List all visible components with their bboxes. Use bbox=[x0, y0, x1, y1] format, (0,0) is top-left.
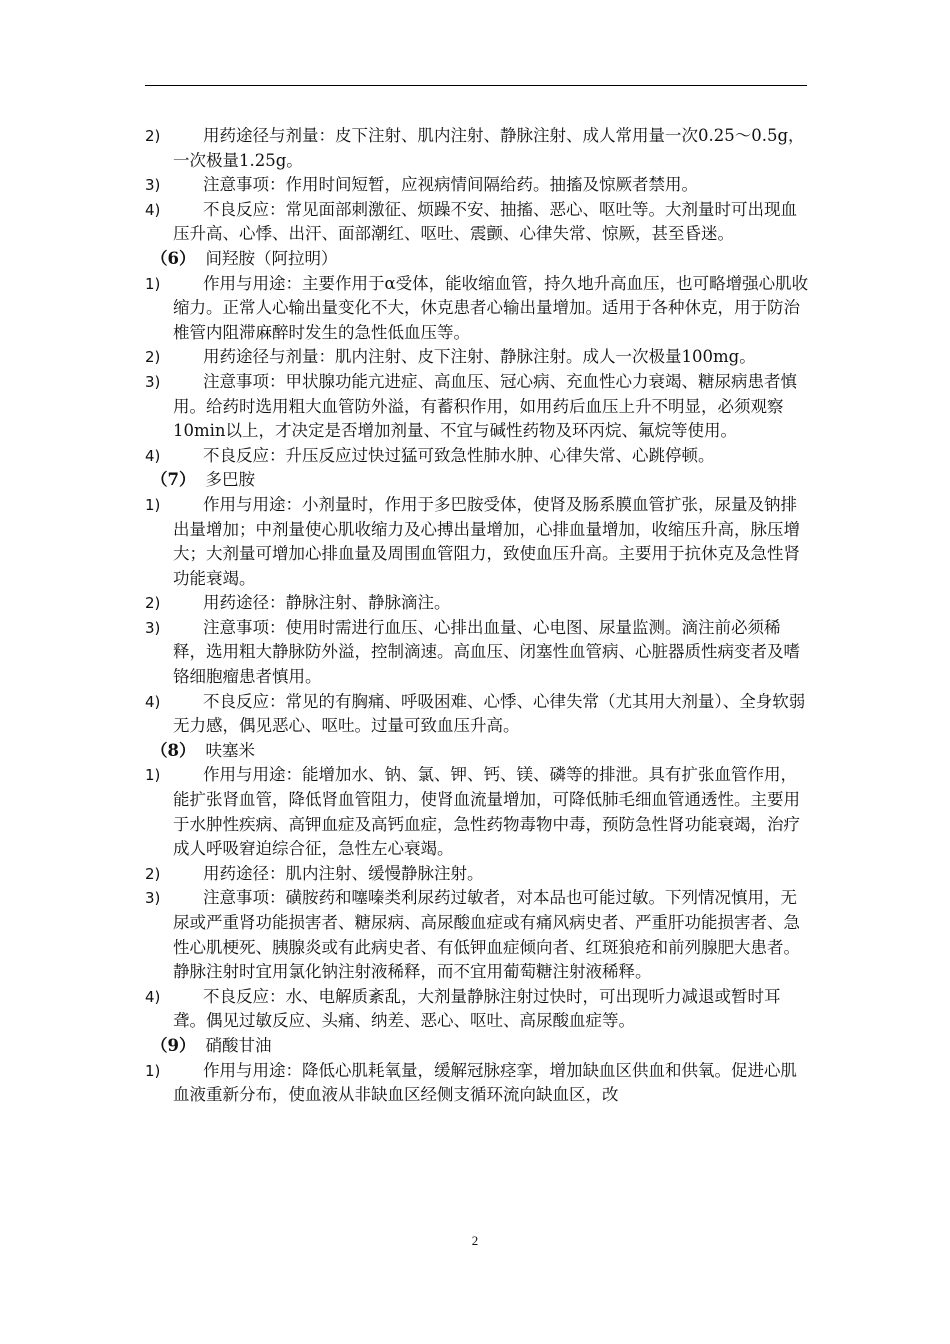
section-heading bbox=[145, 739, 810, 764]
list-item bbox=[145, 272, 810, 346]
section-number: （9） bbox=[151, 1035, 196, 1055]
section-heading bbox=[145, 468, 810, 493]
item-text: 作用与用途：降低心肌耗氧量，缓解冠脉痉挛，增加缺血区供血和供氧。促进心肌血液重新分布，使血液从非缺血区经侧支循环流向缺血区，改 bbox=[173, 1060, 797, 1105]
section-number: （6） bbox=[151, 248, 196, 268]
item-number: 4) bbox=[145, 987, 161, 1006]
list-item bbox=[145, 345, 810, 370]
item-number: 3) bbox=[145, 372, 161, 391]
item-number: 2) bbox=[145, 348, 161, 367]
item-number: 3) bbox=[145, 176, 161, 195]
item-number: 1) bbox=[145, 495, 161, 514]
item-text: 不良反应：水、电解质紊乱，大剂量静脉注射过快时，可出现听力减退或暂时耳聋。偶见过敏反应、头痛、纳差、恶心、呕吐、高尿酸血症等。 bbox=[173, 986, 781, 1031]
item-number: 4) bbox=[145, 446, 161, 465]
section-title: 呋塞米 bbox=[205, 740, 255, 760]
list-item bbox=[145, 198, 810, 247]
item-text: 注意事项：使用时需进行血压、心排出血量、心电图、尿量监测。滴注前必须稀释，选用粗大静脉防外溢，控制滴速。高血压、闭塞性血管病、心脏器质性病变者及嗜铬细胞瘤患者慎用。 bbox=[173, 617, 800, 687]
item-number: 4) bbox=[145, 200, 161, 219]
item-text: 作用与用途：主要作用于α受体，能收缩血管，持久地升高血压，也可略增强心肌收缩力。正常人心输出量变化不大，休克患者心输出量增加。适用于各种休克，用于防治椎管内阻滞麻醉时发生的急性低血压等。 bbox=[173, 273, 809, 342]
item-number: 2) bbox=[145, 594, 161, 613]
item-number: 1) bbox=[145, 766, 161, 785]
item-number: 3) bbox=[145, 889, 161, 908]
item-text: 不良反应：常见的有胸痛、呼吸困难、心悸、心律失常（尤其用大剂量）、全身软弱无力感，偶见恶心、呕吐。过量可致血压升高。 bbox=[173, 691, 806, 736]
list-item bbox=[145, 886, 810, 984]
document-body bbox=[145, 124, 810, 1108]
item-text: 注意事项：磺胺药和噻嗪类利尿药过敏者，对本品也可能过敏。下列情况慎用，无尿或严重肾功能损害者、糖尿病、高尿酸血症或有痛风病史者、严重肝功能损害者、急性心肌梗死、胰腺炎或有此病史者、有低钾血症倾向者、红斑狼疮和前列腺肥大患者。静脉注射时宜用氯化钠注射液稀释，而不宜用葡萄糖注射液稀释。 bbox=[173, 888, 800, 982]
item-text: 作用与用途：能增加水、钠、氯、钾、钙、镁、磷等的排泄。具有扩张血管作用，能扩张肾血管，降低肾血管阻力，使肾血流量增加，可降低肺毛细血管通透性。主要用于水肿性疾病、高钾血症及高钙血症，急性药物毒物中毒，预防急性肾功能衰竭，治疗成人呼吸窘迫综合征，急性左心衰竭。 bbox=[173, 765, 800, 859]
section-heading bbox=[145, 247, 810, 272]
page-number: 2 bbox=[471, 1233, 479, 1248]
section-number: （8） bbox=[151, 740, 196, 760]
section-title: 间羟胺（阿拉明） bbox=[205, 248, 338, 268]
item-number: 4) bbox=[145, 692, 161, 711]
item-text: 不良反应：升压反应过快过猛可致急性肺水肿、心律失常、心跳停顿。 bbox=[203, 445, 715, 465]
list-item bbox=[145, 124, 810, 173]
section-title: 硝酸甘油 bbox=[205, 1035, 272, 1055]
list-item bbox=[145, 370, 810, 444]
list-item bbox=[145, 1059, 810, 1108]
item-text: 作用与用途：小剂量时，作用于多巴胺受体，使肾及肠系膜血管扩张，尿量及钠排出量增加；中剂量使心肌收缩力及心搏出量增加，心排血量增加，收缩压升高，脉压增大；大剂量可增加心排血量及周围血管阻力，致使血压升高。主要用于抗休克及急性肾功能衰竭。 bbox=[173, 494, 800, 588]
list-item bbox=[145, 985, 810, 1034]
list-item bbox=[145, 444, 810, 469]
list-item bbox=[145, 763, 810, 861]
item-text: 用药途径与剂量：肌内注射、皮下注射、静脉注射。成人一次极量100mg。 bbox=[203, 347, 756, 367]
item-number: 2) bbox=[145, 864, 161, 883]
item-number: 1) bbox=[145, 1061, 161, 1080]
item-text: 注意事项：甲状腺功能亢进症、高血压、冠心病、充血性心力衰竭、糖尿病患者慎用。给药时选用粗大血管防外溢，有蓄积作用，如用药后血压上升不明显，必须观察10min以上，才决定是否增加剂量、不宜与碱性药物及环丙烷、氟烷等使用。 bbox=[173, 371, 797, 441]
list-item bbox=[145, 690, 810, 739]
item-number: 3) bbox=[145, 618, 161, 637]
list-item bbox=[145, 616, 810, 690]
list-item bbox=[145, 862, 810, 887]
item-number: 2) bbox=[145, 127, 161, 145]
item-text: 用药途径与剂量：皮下注射、肌内注射、静脉注射、成人常用量一次0.25～0.5g，一次极量1.25g。 bbox=[173, 126, 805, 170]
section-heading bbox=[145, 1034, 810, 1059]
list-item bbox=[145, 493, 810, 591]
item-text: 不良反应：常见面部刺激征、烦躁不安、抽搐、恶心、呕吐等。大剂量时可出现血压升高、心悸、出汗、面部潮红、呕吐、震颤、心律失常、惊厥，甚至昏迷。 bbox=[173, 199, 797, 244]
list-item bbox=[145, 591, 810, 616]
list-item bbox=[145, 173, 810, 198]
section-title: 多巴胺 bbox=[205, 470, 255, 490]
item-text: 注意事项：作用时间短暂，应视病情间隔给药。抽搐及惊厥者禁用。 bbox=[203, 175, 698, 195]
item-text: 用药途径：静脉注射、静脉滴注。 bbox=[203, 593, 451, 613]
item-number: 1) bbox=[145, 274, 161, 293]
section-number: （7） bbox=[151, 470, 196, 490]
item-text: 用药途径：肌内注射、缓慢静脉注射。 bbox=[203, 863, 484, 883]
header-rule bbox=[145, 85, 807, 86]
